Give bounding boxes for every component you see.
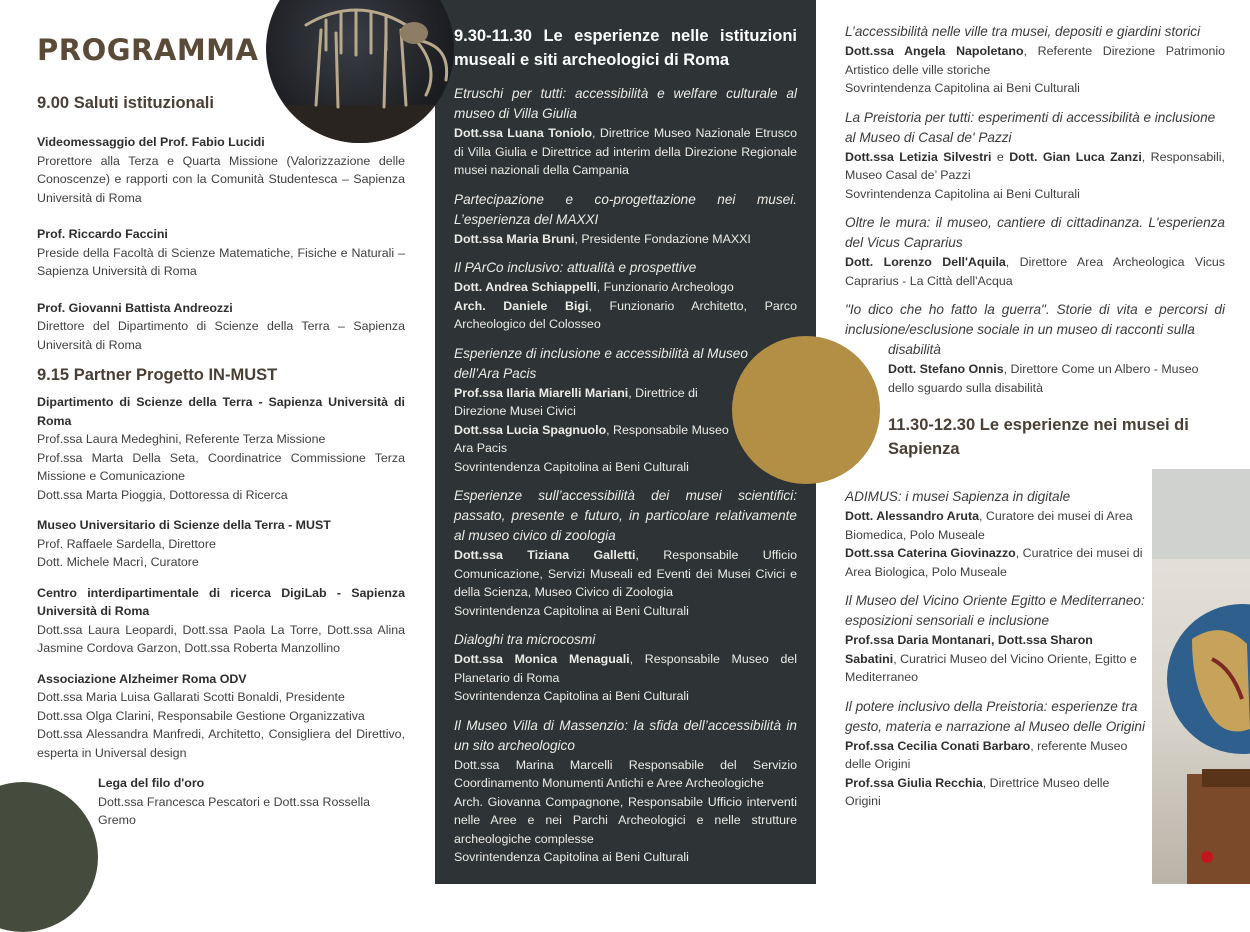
organization: Sovrintendenza Capitolina ai Beni Culturali [845, 186, 1080, 201]
page-title: PROGRAMMA [37, 33, 259, 67]
partner-member: Dott.ssa Maria Luisa Gallarati Scotti Bonaldi, Presidente [37, 690, 345, 704]
talk-museo-origini [845, 697, 1145, 811]
speaker-role: , Direttore Come un Albero - Museo dello sguardo sulla disabilità [888, 362, 1199, 395]
speaker-name: Prof. Giovanni Battista Andreozzi [37, 300, 233, 315]
speaker-name: Prof.ssa Giulia Recchia [845, 775, 983, 790]
talk-vicino-oriente [845, 591, 1145, 687]
talk-title: Esperienze di inclusione e accessibilità al Museo dell’Ara Pacis [454, 345, 748, 381]
session-title-1130: 11.30-12.30 Le esperienze nei musei di Sapienza [888, 416, 1189, 458]
speaker-role: , Responsabile Museo del Planetario di Roma [454, 652, 797, 685]
partner-digilab [37, 584, 405, 658]
talk-zoologia [454, 486, 797, 620]
session-title-900: 9.00 Saluti istituzionali [37, 94, 214, 112]
speaker-name: Dott. Lorenzo Dell'Aquila [845, 255, 1006, 269]
talk-title: Partecipazione e co-progettazione nei musei. L’esperienza del MAXXI [454, 191, 797, 227]
speaker-role: Preside della Facoltà di Scienze Matematiche, Fisiche e Naturali – Sapienza Università di Roma [37, 245, 405, 278]
partner-alzheimer [37, 670, 405, 763]
speaker-name: Dott.ssa Angela Napoletano [845, 44, 1024, 58]
talk-casal-de-pazzi [845, 108, 1225, 204]
partner-dst [37, 393, 405, 504]
talk-massenzio [454, 716, 797, 867]
talk-parco [454, 258, 797, 334]
talk-ara-pacis [454, 344, 749, 477]
talk-title: La Preistoria per tutti: esperimenti di accessibilità e inclusione al Museo di Casal de' Pazzi [845, 109, 1216, 145]
greeting-faccini [37, 225, 405, 281]
speaker-role: , Direttrice di Direzione Musei Civici [454, 385, 698, 418]
organization: Sovrintendenza Capitolina ai Beni Culturali [454, 603, 689, 618]
organization: Sovrintendenza Capitolina ai Beni Culturali [454, 850, 689, 864]
talk-title: Il Museo del Vicino Oriente Egitto e Mediterraneo: esposizioni sensoriali e inclusione [845, 593, 1145, 628]
talk-title: ADIMUS: i musei Sapienza in digitale [845, 489, 1071, 504]
partner-member: Dott.ssa Marta Pioggia, Dottoressa di Ricerca [37, 487, 288, 502]
talk-title: Oltre le mura: il museo, cantiere di cittadinanza. L'esperienza del Vicus Caprarius [845, 215, 1225, 250]
speaker-name: Sabatini [845, 651, 894, 666]
talk-adimus [845, 487, 1145, 581]
partner-name: Lega del filo d'oro [98, 776, 205, 790]
talk-maxxi [454, 190, 797, 249]
talk-title: Il potere inclusivo della Preistoria: esperienze tra gesto, materia e narrazione al Museo delle Origini [845, 698, 1145, 734]
partner-name: Centro interdipartimentale di ricerca DigiLab - Sapienza Università di Roma [37, 585, 405, 618]
session-title-915: 9.15 Partner Progetto IN-MUST [37, 366, 278, 384]
talk-title: L’accessibilità nelle ville tra musei, depositi e giardini storici [845, 24, 1201, 39]
greeting-lucidi [37, 133, 405, 207]
speaker-name: Arch. Daniele Bigi [454, 298, 589, 313]
organization: Sovrintendenza Capitolina ai Beni Culturali [845, 81, 1080, 95]
speaker-role: , Funzionario Architetto, Parco Archeologico del Colosseo [454, 298, 797, 331]
talk-vicus-caprarius [845, 213, 1225, 290]
speaker-line: Dott.ssa Marina Marcelli Responsabile del Servizio Coordinamento Monumenti Antichi e Aree Archeologiche [454, 757, 797, 790]
talk-come-un-albero [845, 300, 1225, 461]
speaker-role: , Responsabile Ufficio Comunicazione, Servizi Museali ed Eventi dei Musei Civici e della Scienza, Museo Civico di Zoologia [454, 548, 797, 599]
partner-member: Dott.ssa Alessandra Manfredi, Architetto, Consigliera del Direttivo, esperta in Universal design [37, 727, 405, 760]
session-title-930: 9.30-11.30 Le esperienze nelle istituzioni museali e siti archeologici di Roma [454, 27, 797, 69]
speaker-name: Dott.ssa Tiziana Galletti [454, 548, 636, 562]
partner-member: Dott.ssa Laura Leopardi, Dott.ssa Paola La Torre, Dott.ssa Alina Jasmine Cordova Garzon, Dott.ssa Roberta Manzollino [37, 622, 405, 655]
speaker-name: Prof.ssa Daria Montanari, Dott.ssa Sharon [845, 633, 1093, 647]
talk-title: Dialoghi tra microcosmi [454, 632, 596, 647]
speaker-role: Direttore del Dipartimento di Scienze della Terra – Sapienza Università di Roma [37, 319, 405, 352]
speaker-name: Videomessaggio del Prof. Fabio Lucidi [37, 135, 265, 149]
partner-member: Dott.ssa Francesca Pescatori e Dott.ssa Rossella Gremo [98, 794, 371, 827]
speaker-name: Prof.ssa Ilaria Miarelli Mariani [454, 385, 629, 400]
talk-ville [845, 22, 1225, 98]
conjunction: e [991, 149, 1010, 164]
partner-must [37, 516, 405, 572]
speaker-name: Dott. Stefano Onnis [888, 362, 1004, 376]
organization: Sovrintendenza Capitolina ai Beni Culturali [454, 459, 689, 474]
speaker-role: , Direttrice Museo delle Origini [845, 775, 1110, 808]
partner-name: Associazione Alzheimer Roma ODV [37, 671, 247, 686]
partner-member: Dott.ssa Olga Clarini, Responsabile Gestione Organizzativa [37, 708, 365, 723]
speaker-role: , Funzionario Archeologo [596, 280, 734, 294]
talk-title: Il PArCo inclusivo: attualità e prospettive [454, 260, 697, 275]
talk-title: Etruschi per tutti: accessibilità e welfare culturale al museo di Villa Giulia [454, 86, 797, 121]
speaker-name: Prof.ssa Cecilia Conati Barbaro [845, 738, 1031, 753]
right-column [845, 22, 1225, 811]
speaker-role: , Direttore Area Archeologica Vicus Caprarius - La Città dell'Acqua [845, 255, 1225, 288]
speaker-role: , Direttrice Museo Nazionale Etrusco di Villa Giulia e Direttrice ad interim della Direzione Regionale musei nazionali della Campania [454, 126, 797, 177]
speaker-name: Dott.ssa Lucia Spagnuolo [454, 422, 607, 437]
speaker-name: Dott. Alessandro Aruta [845, 509, 980, 523]
talk-title: Il Museo Villa di Massenzio: la sfida dell’accessibilità in un sito archeologico [454, 717, 797, 753]
speaker-name: Dott.ssa Monica Menaguali [454, 652, 630, 666]
speaker-role: , Curatrici Museo del Vicino Oriente, Egitto e Mediterraneo [845, 651, 1137, 684]
partner-member: Dott. Michele Macrì, Curatore [37, 555, 199, 569]
speaker-name: Dott.ssa Luana Toniolo [454, 126, 593, 140]
speaker-name: Dott.ssa Maria Bruni [454, 231, 575, 246]
speaker-name: Dott. Gian Luca Zanzi [1009, 149, 1142, 164]
talk-title-end: disabilità [888, 342, 941, 357]
speaker-role: , Referente Direzione Patrimonio Artistico delle ville storiche [845, 44, 1226, 77]
partner-member: Prof.ssa Marta Della Seta, Coordinatrice Commissione Terza Missione e Comunicazione [37, 450, 405, 483]
speaker-name: Dott.ssa Letizia Silvestri [845, 149, 992, 164]
organization: Sovrintendenza Capitolina ai Beni Culturali [454, 689, 689, 703]
talk-title: Esperienze sull’accessibilità dei musei scientifici: passato, presente e futuro, in particolare relativamente al museo civico di zoologia [454, 488, 797, 543]
talk-title: "Io dico che ho fatto la guerra". Storie di vita e percorsi di inclusione/esclusione sociale in un museo di racconti sulla [845, 302, 1225, 337]
partner-member: Prof. Raffaele Sardella, Direttore [37, 536, 216, 551]
speaker-name: Prof. Riccardo Faccini [37, 227, 168, 241]
partner-name: Museo Universitario di Scienze della Terra - MUST [37, 518, 331, 532]
speaker-role: , Presidente Fondazione MAXXI [574, 231, 751, 246]
speaker-name: Dott. Andrea Schiappelli [454, 280, 597, 294]
partner-member: Prof.ssa Laura Medeghini, Referente Terza Missione [37, 432, 326, 446]
speaker-role: , Responsabili, Museo Casal de’ Pazzi [845, 149, 1226, 182]
speaker-role: , Curatore dei musei di Area Biomedica, Polo Museale [845, 509, 1133, 542]
partner-lega-filo-doro [98, 774, 398, 830]
greeting-andreozzi [37, 299, 405, 355]
speaker-role: , Responsabile Museo Ara Pacis [454, 422, 729, 455]
speaker-name: Dott.ssa Caterina Giovinazzo [845, 546, 1016, 560]
talk-planetario [454, 630, 797, 706]
speaker-role: , Curatrice dei musei di Area Biologica, Polo Museale [845, 546, 1143, 579]
speaker-role: Prorettore alla Terza e Quarta Missione (Valorizzazione delle Conoscenze) e rapporti con la Comunità Studentesca – Sapienza Università di Roma [37, 153, 405, 205]
speaker-role: , referente Museo delle Origini [845, 738, 1128, 771]
speaker-line: Arch. Giovanna Compagnone, Responsabile Ufficio interventi nelle Aree e nei Parchi Archeologici e nelle strutture archeologiche complesse [454, 794, 797, 846]
talk-villa-giulia [454, 84, 797, 180]
left-column [37, 0, 405, 830]
partner-name: Dipartimento di Scienze della Terra - Sapienza Università di Roma [37, 395, 405, 428]
